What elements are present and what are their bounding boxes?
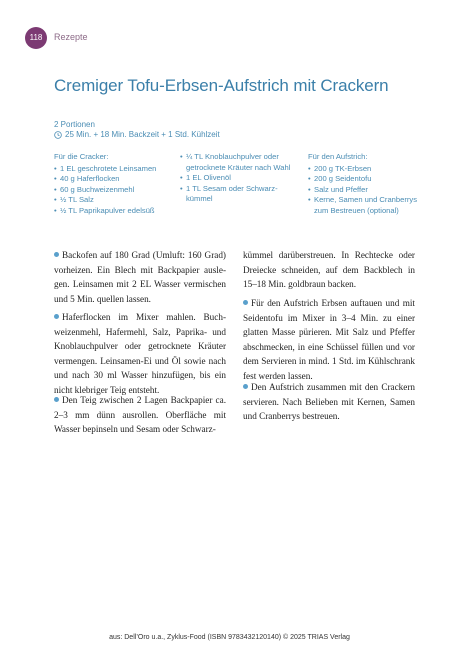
- ingredients-crackers-cont: [180, 152, 298, 205]
- step-bullet-icon: [243, 300, 248, 305]
- section-label: Rezepte: [54, 32, 88, 42]
- servings: 2 Portionen: [54, 120, 95, 129]
- ingredient-item: • 40 g Haferflocken: [54, 174, 172, 185]
- time-info: [54, 130, 220, 139]
- step-4: [243, 296, 415, 384]
- clock-icon: [54, 131, 62, 139]
- ingredient-item: • Kerne, Samen und Cranberrys zum Bestreuen (optional): [308, 195, 420, 216]
- step-text: Backofen auf 180 Grad (Umluft: 160 Grad) vorheizen. Ein Blech mit Backpapier auslegen. Leinsamen mit 2 EL Wasser vermischen und 5 Min. quellen lassen.: [54, 250, 226, 304]
- step-bullet-icon: [54, 252, 59, 257]
- step-5: [243, 380, 415, 424]
- ingredient-item: • 200 g TK-Erbsen: [308, 164, 420, 175]
- ingredient-item: • ¼ TL Knoblauchpulver oder getrocknete Kräuter nach Wahl: [180, 152, 298, 173]
- ingredient-item: • 60 g Buchweizenmehl: [54, 185, 172, 196]
- step-text: Den Aufstrich zusammen mit den Crackern servieren. Nach Belieben mit Kernen, Samen und Cranberrys bestreuen.: [243, 382, 415, 422]
- ingredient-item: • 1 EL geschrotete Leinsamen: [54, 164, 172, 175]
- step-2: [54, 310, 226, 398]
- step-bullet-icon: [54, 397, 59, 402]
- step-text: Für den Aufstrich Erbsen auftauen und mit Seidentofu im Mixer in 3–4 Min. zu einer glatten Masse pürieren. Mit Salz und Pfeffer abschmecken, in eine Schüssel füllen und vor dem Servieren in mind. 1 Std. im Kühlschrank fest werden lassen.: [243, 298, 415, 381]
- step-text: Haferflocken im Mixer mahlen. Buchweizenmehl, Hafermehl, Salz, Paprika- und Knoblauchpulver oder getrocknete Kräuter vermengen. Leinsamen-Ei und Öl sowie nach und nach 30 ml Wasser hinzufügen, bis ein nicht klebriger Teig entsteht.: [54, 312, 226, 395]
- step-1: [54, 248, 226, 306]
- step-3-continued: [243, 248, 415, 292]
- ingredient-item: • ½ TL Salz: [54, 195, 172, 206]
- recipe-title: Cremiger Tofu-Erbsen-Aufstrich mit Crackern: [54, 76, 389, 95]
- ingredient-item: • 1 EL Olivenöl: [180, 173, 298, 184]
- page-number-badge: 118: [25, 27, 47, 49]
- ingredient-item: • 200 g Seidentofu: [308, 174, 420, 185]
- step-text: kümmel darüberstreuen. In Rechtecke oder Dreiecke schneiden, auf dem Backblech in 15–18 Min. goldbraun backen.: [243, 250, 415, 290]
- ingredient-item: • ½ TL Paprikapulver edelsüß: [54, 206, 172, 217]
- crackers-heading: Für die Cracker:: [54, 152, 109, 161]
- time-text: 25 Min. + 18 Min. Backzeit + 1 Std. Kühlzeit: [65, 130, 220, 139]
- spread-heading: Für den Aufstrich:: [308, 152, 368, 161]
- ingredient-item: • Salz und Pfeffer: [308, 185, 420, 196]
- step-3: [54, 393, 226, 437]
- ingredients-spread: [308, 152, 420, 217]
- ingredients-crackers: [54, 152, 172, 217]
- footer-citation: aus: Dell’Oro u.a., Zyklus-Food (ISBN 9783432120140) © 2025 TRIAS Verlag: [109, 634, 350, 641]
- step-bullet-icon: [243, 384, 248, 389]
- step-text: Den Teig zwischen 2 Lagen Backpapier ca. 2–3 mm dünn ausrollen. Oberfläche mit Wasser bepinseln und Sesam oder Schwarz-: [54, 395, 226, 435]
- step-bullet-icon: [54, 314, 59, 319]
- ingredient-item: • 1 TL Sesam oder Schwarzkümmel: [180, 184, 298, 205]
